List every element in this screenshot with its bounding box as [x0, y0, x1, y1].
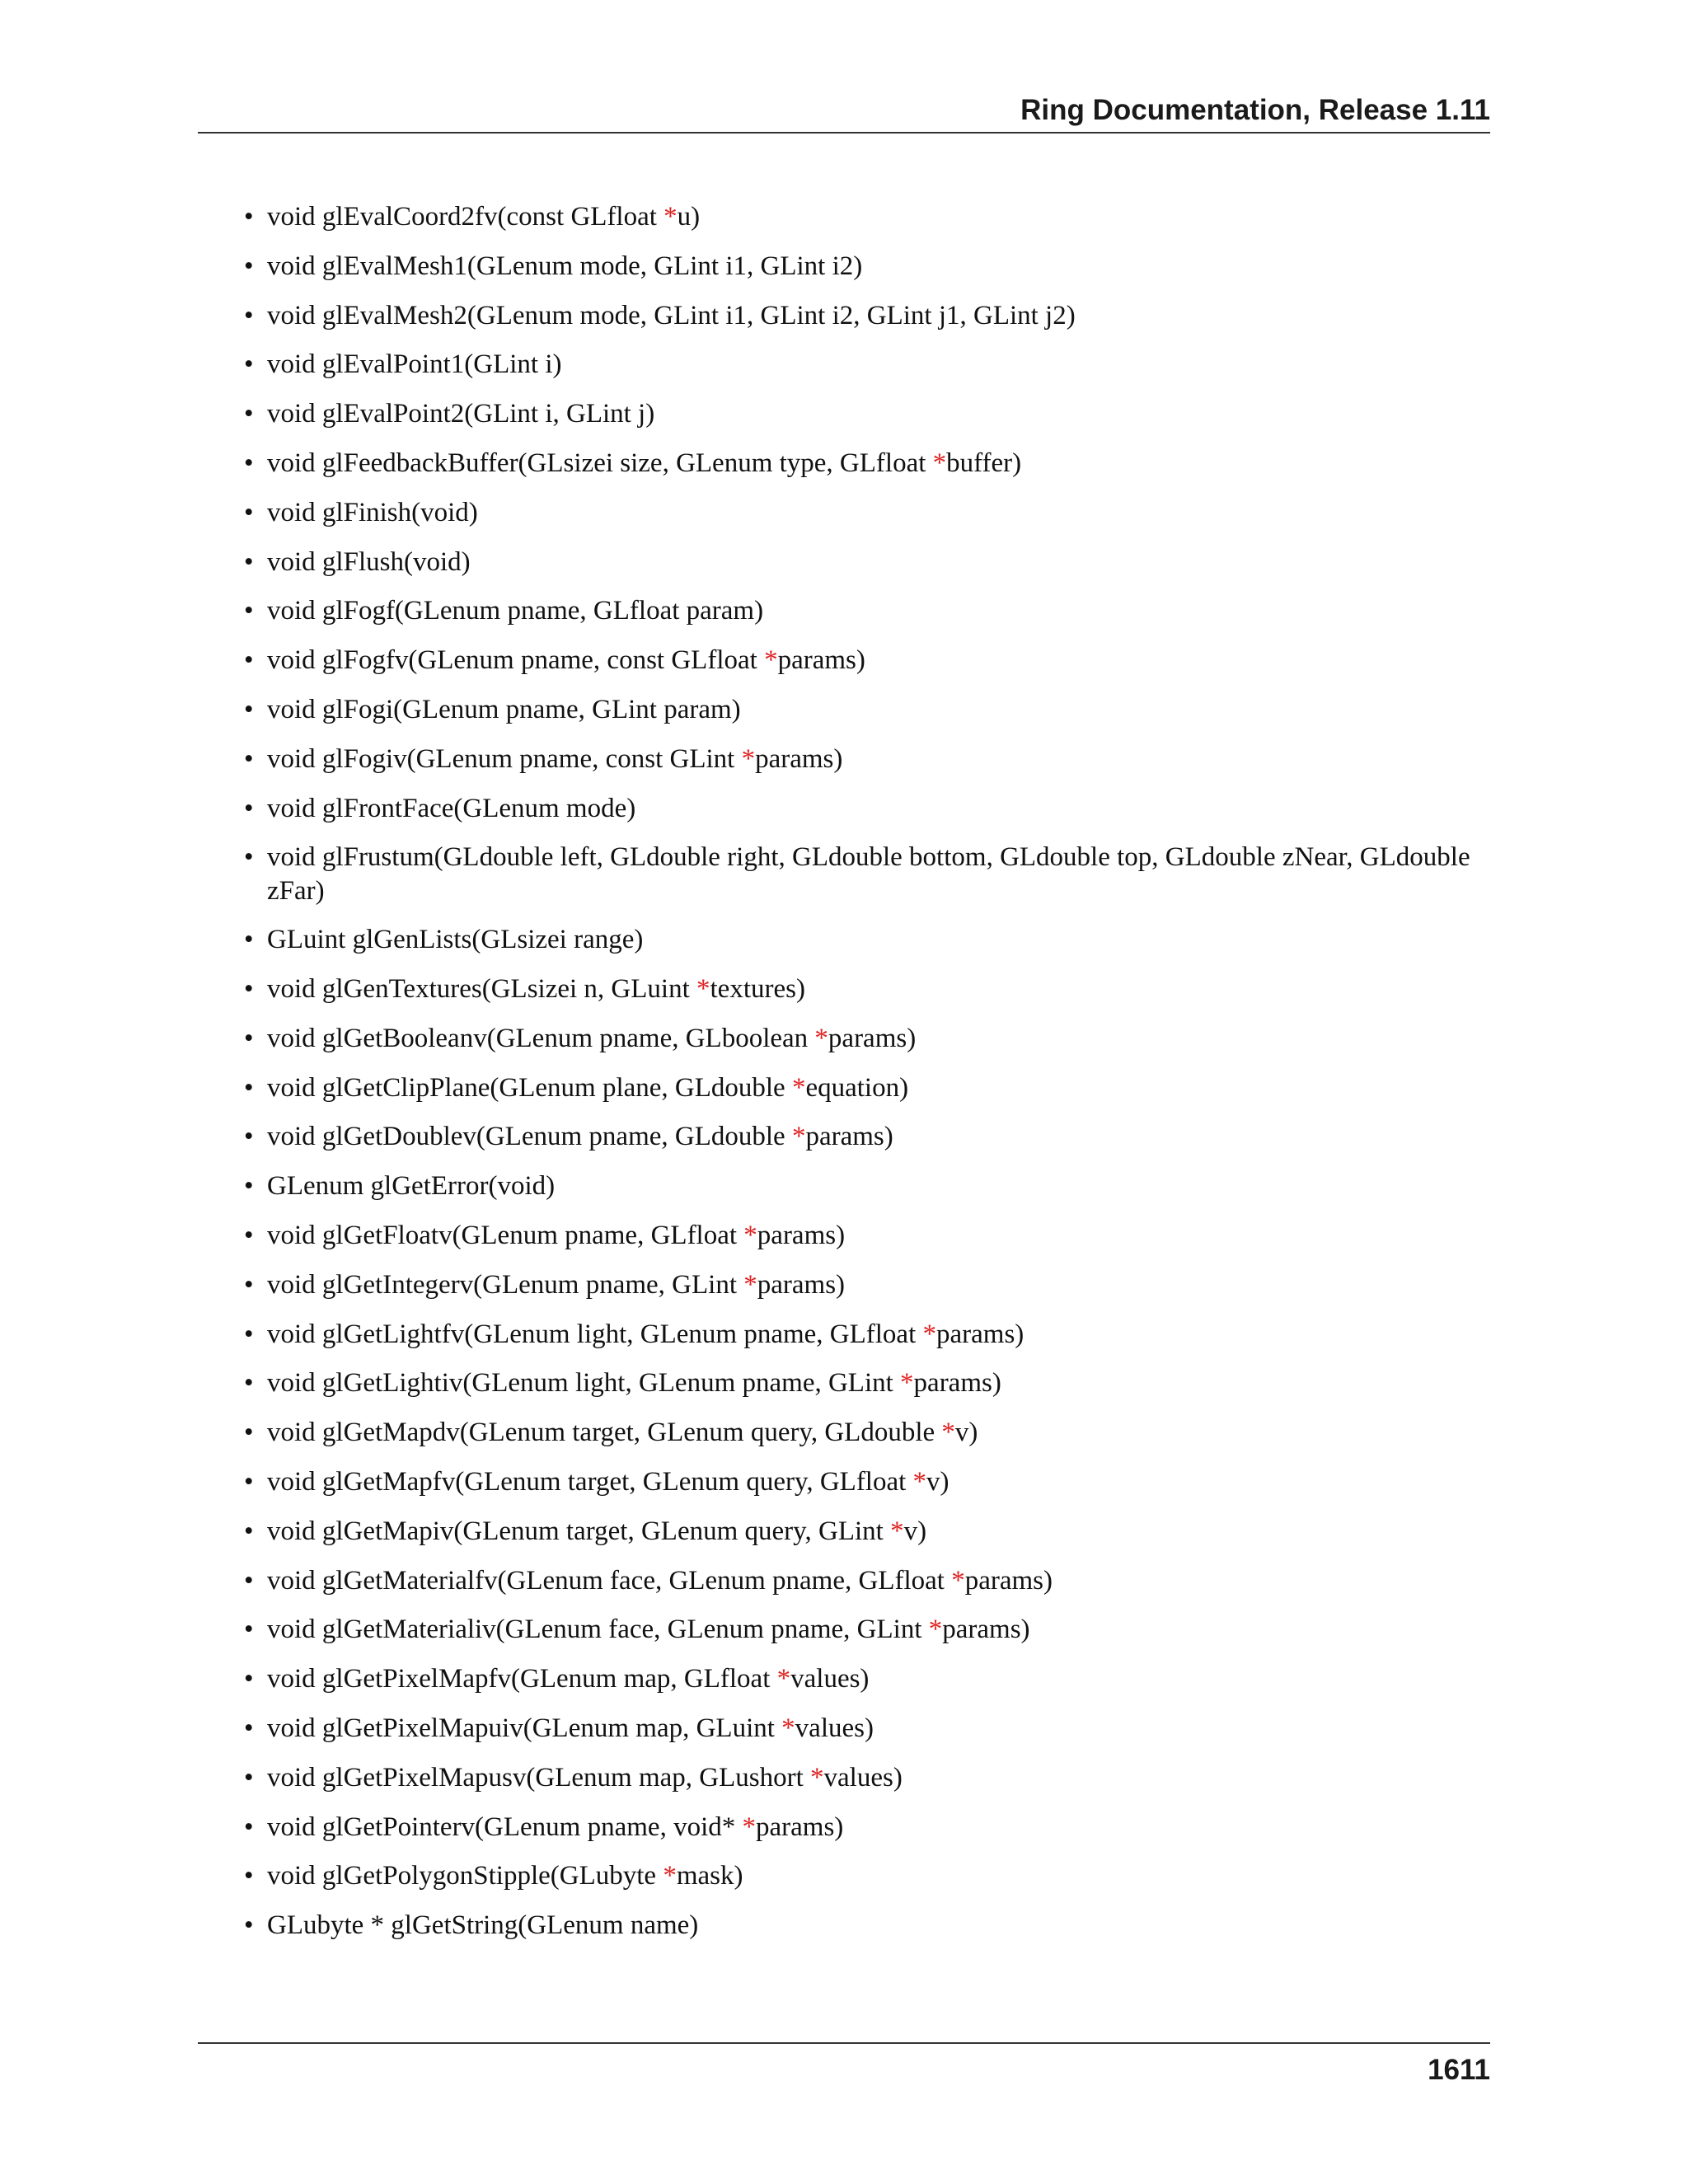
- function-signature: void glGetFloatv(GLenum pname, GLfloat: [267, 1221, 744, 1250]
- list-item: [244, 1318, 1495, 1352]
- bullet-icon: •: [244, 399, 254, 429]
- bullet-icon: •: [244, 925, 254, 955]
- list-item: [244, 1909, 1495, 1943]
- function-signature: void glGetIntegerv(GLenum pname, GLint: [267, 1269, 744, 1300]
- list-item: [244, 1268, 1495, 1302]
- pointer-asterisk: *: [810, 1762, 824, 1793]
- bullet-icon: •: [244, 974, 254, 1004]
- function-signature-end: params): [757, 1221, 846, 1250]
- list-item: [244, 496, 1495, 530]
- list-item: [244, 1662, 1495, 1696]
- list-item: [244, 972, 1495, 1006]
- pointer-asterisk: *: [922, 1319, 936, 1349]
- bullet-icon: •: [244, 1713, 254, 1743]
- function-signature: void glFrustum(GLdouble left, GLdouble right, GLdouble bottom, GLdouble top, GLdouble zNear, GLdouble zFar): [267, 842, 1470, 907]
- bullet-icon: •: [244, 1023, 254, 1053]
- bullet-icon: •: [244, 1861, 254, 1891]
- bullet-icon: •: [244, 202, 254, 232]
- pointer-asterisk: *: [791, 1072, 806, 1103]
- function-signature: void glFlush(void): [267, 546, 471, 577]
- function-signature-end: params): [936, 1319, 1025, 1349]
- function-signature: GLenum glGetError(void): [267, 1171, 556, 1202]
- bullet-icon: •: [244, 695, 254, 724]
- function-signature: void glEvalMesh1(GLenum mode, GLint i1, GLint i2): [267, 251, 863, 281]
- pointer-asterisk: *: [814, 1023, 828, 1053]
- pointer-asterisk: *: [890, 1516, 904, 1546]
- bullet-icon: •: [244, 1762, 254, 1793]
- function-signature: void glGetMapdv(GLenum target, GLenum query, GLdouble: [267, 1418, 942, 1448]
- function-signature: void glFeedbackBuffer(GLsizei size, GLenum type, GLfloat: [267, 448, 933, 478]
- bullet-icon: •: [244, 1467, 254, 1497]
- list-item: [244, 447, 1495, 480]
- bullet-icon: •: [244, 1516, 254, 1546]
- function-signature: void glGetBooleanv(GLenum pname, GLboolean: [267, 1023, 815, 1053]
- bullet-icon: •: [244, 448, 254, 478]
- function-signature: void glGetMapiv(GLenum target, GLenum query, GLint: [267, 1516, 891, 1546]
- function-signature: void glGetClipPlane(GLenum plane, GLdouble: [267, 1072, 792, 1103]
- list-item: [244, 1071, 1495, 1105]
- function-signature: void glGetMapfv(GLenum target, GLenum query, GLfloat: [267, 1467, 913, 1497]
- bullet-icon: •: [244, 546, 254, 577]
- function-signature: GLubyte * glGetString(GLenum name): [267, 1910, 699, 1941]
- function-signature-end: params): [913, 1368, 1001, 1399]
- function-signature: void glEvalPoint2(GLint i, GLint j): [267, 399, 655, 429]
- pointer-asterisk: *: [932, 448, 947, 478]
- bullet-icon: •: [244, 1368, 254, 1399]
- function-signature: void glGetPixelMapusv(GLenum map, GLushort: [267, 1762, 811, 1793]
- pointer-asterisk: *: [742, 1811, 756, 1842]
- list-item: [244, 200, 1495, 234]
- pointer-asterisk: *: [764, 645, 778, 676]
- list-item: [244, 1465, 1495, 1499]
- list-item: [244, 348, 1495, 382]
- list-item: [244, 1613, 1495, 1647]
- function-signature-end: v): [954, 1418, 978, 1448]
- page-header: [198, 91, 1490, 134]
- pointer-asterisk: *: [928, 1615, 943, 1645]
- pointer-asterisk: *: [951, 1565, 965, 1596]
- list-item: [244, 1712, 1495, 1746]
- function-signature: void glFrontFace(GLenum mode): [267, 793, 636, 823]
- function-signature: void glGetMaterialiv(GLenum face, GLenum pname, GLint: [267, 1615, 929, 1645]
- bullet-icon: •: [244, 1122, 254, 1152]
- bullet-icon: •: [244, 1072, 254, 1103]
- pointer-asterisk: *: [900, 1368, 914, 1399]
- list-item: [244, 1416, 1495, 1450]
- function-signature: GLuint glGenLists(GLsizei range): [267, 925, 644, 955]
- function-signature: void glGenTextures(GLsizei n, GLuint: [267, 974, 696, 1004]
- bullet-icon: •: [244, 349, 254, 380]
- bullet-icon: •: [244, 645, 254, 676]
- function-signature: void glGetPixelMapfv(GLenum map, GLfloat: [267, 1664, 777, 1694]
- bullet-icon: •: [244, 251, 254, 281]
- list-item: [244, 1859, 1495, 1893]
- pointer-asterisk: *: [696, 974, 710, 1004]
- bullet-icon: •: [244, 1565, 254, 1596]
- list-item: [244, 299, 1495, 333]
- function-signature: void glGetDoublev(GLenum pname, GLdouble: [267, 1122, 792, 1152]
- list-item: [244, 1120, 1495, 1154]
- list-item: [244, 841, 1495, 908]
- pointer-asterisk: *: [743, 1269, 757, 1300]
- pointer-asterisk: *: [743, 1221, 757, 1250]
- bullet-icon: •: [244, 1615, 254, 1645]
- function-signature-end: textures): [710, 974, 805, 1004]
- function-signature-end: values): [795, 1713, 874, 1743]
- bullet-icon: •: [244, 1221, 254, 1250]
- function-signature-end: params): [964, 1565, 1053, 1596]
- bullet-icon: •: [244, 1910, 254, 1941]
- function-signature: void glGetLightiv(GLenum light, GLenum pname, GLint: [267, 1368, 901, 1399]
- bullet-icon: •: [244, 1664, 254, 1694]
- function-signature-end: equation): [805, 1072, 909, 1103]
- bullet-icon: •: [244, 1418, 254, 1448]
- list-item: [244, 1811, 1495, 1844]
- function-signature-end: params): [756, 1811, 844, 1842]
- function-signature-end: v): [926, 1467, 950, 1497]
- function-signature: void glFogfv(GLenum pname, const GLfloat: [267, 645, 765, 676]
- list-item: [244, 1761, 1495, 1795]
- function-signature-end: params): [757, 1269, 846, 1300]
- bullet-icon: •: [244, 793, 254, 823]
- function-signature-end: params): [942, 1615, 1030, 1645]
- page-footer: [198, 2042, 1490, 2086]
- list-item: [244, 693, 1495, 727]
- function-signature: void glGetMaterialfv(GLenum face, GLenum pname, GLfloat: [267, 1565, 952, 1596]
- bullet-icon: •: [244, 1319, 254, 1349]
- list-item: [244, 923, 1495, 957]
- function-signature-end: params): [755, 743, 843, 774]
- list-item: [244, 1564, 1495, 1598]
- pointer-asterisk: *: [776, 1664, 791, 1694]
- page-number: 1611: [1428, 2054, 1490, 2086]
- document-title: Ring Documentation, Release 1.11: [1020, 94, 1490, 126]
- function-signature-end: values): [823, 1762, 903, 1793]
- bullet-icon: •: [244, 743, 254, 774]
- list-item: [244, 1169, 1495, 1203]
- function-signature: void glEvalPoint1(GLint i): [267, 349, 562, 380]
- bullet-icon: •: [244, 497, 254, 527]
- list-item: [244, 546, 1495, 579]
- bullet-icon: •: [244, 1171, 254, 1202]
- function-signature-end: values): [790, 1664, 870, 1694]
- list-item: [244, 594, 1495, 628]
- list-item: [244, 250, 1495, 284]
- function-signature: void glFinish(void): [267, 497, 478, 527]
- bullet-icon: •: [244, 1269, 254, 1300]
- function-signature-end: buffer): [946, 448, 1022, 478]
- function-signature: void glFogi(GLenum pname, GLint param): [267, 695, 741, 724]
- function-signature-end: params): [777, 645, 865, 676]
- function-signature-end: mask): [676, 1861, 743, 1891]
- bullet-icon: •: [244, 1811, 254, 1842]
- list-item: [244, 1515, 1495, 1549]
- function-signature: void glGetLightfv(GLenum light, GLenum pname, GLfloat: [267, 1319, 923, 1349]
- function-signature: void glGetPixelMapuiv(GLenum map, GLuint: [267, 1713, 782, 1743]
- list-item: [244, 1366, 1495, 1400]
- pointer-asterisk: *: [791, 1122, 806, 1152]
- pointer-asterisk: *: [781, 1713, 795, 1743]
- pointer-asterisk: *: [912, 1467, 927, 1497]
- pointer-asterisk: *: [663, 1861, 677, 1891]
- function-signature: void glFogiv(GLenum pname, const GLint: [267, 743, 742, 774]
- pointer-asterisk: *: [941, 1418, 955, 1448]
- function-signature-end: u): [677, 202, 701, 232]
- bullet-icon: •: [244, 596, 254, 626]
- pointer-asterisk: *: [663, 202, 678, 232]
- function-signature-end: v): [903, 1516, 927, 1546]
- list-item: [244, 743, 1495, 776]
- list-item: [244, 644, 1495, 677]
- list-item: [244, 1022, 1495, 1056]
- list-item: [244, 397, 1495, 431]
- list-item: [244, 792, 1495, 826]
- function-signature: void glGetPointerv(GLenum pname, void*: [267, 1811, 743, 1842]
- bullet-icon: •: [244, 842, 254, 873]
- function-signature: void glGetPolygonStipple(GLubyte: [267, 1861, 663, 1891]
- pointer-asterisk: *: [741, 743, 756, 774]
- function-signature: void glFogf(GLenum pname, GLfloat param): [267, 596, 764, 626]
- list-item: [244, 1219, 1495, 1253]
- function-signature: void glEvalMesh2(GLenum mode, GLint i1, GLint i2, GLint j1, GLint j2): [267, 300, 1076, 330]
- function-signature-end: params): [805, 1122, 893, 1152]
- function-signature: void glEvalCoord2fv(const GLfloat: [267, 202, 664, 232]
- function-signature-end: params): [828, 1023, 917, 1053]
- bullet-icon: •: [244, 300, 254, 330]
